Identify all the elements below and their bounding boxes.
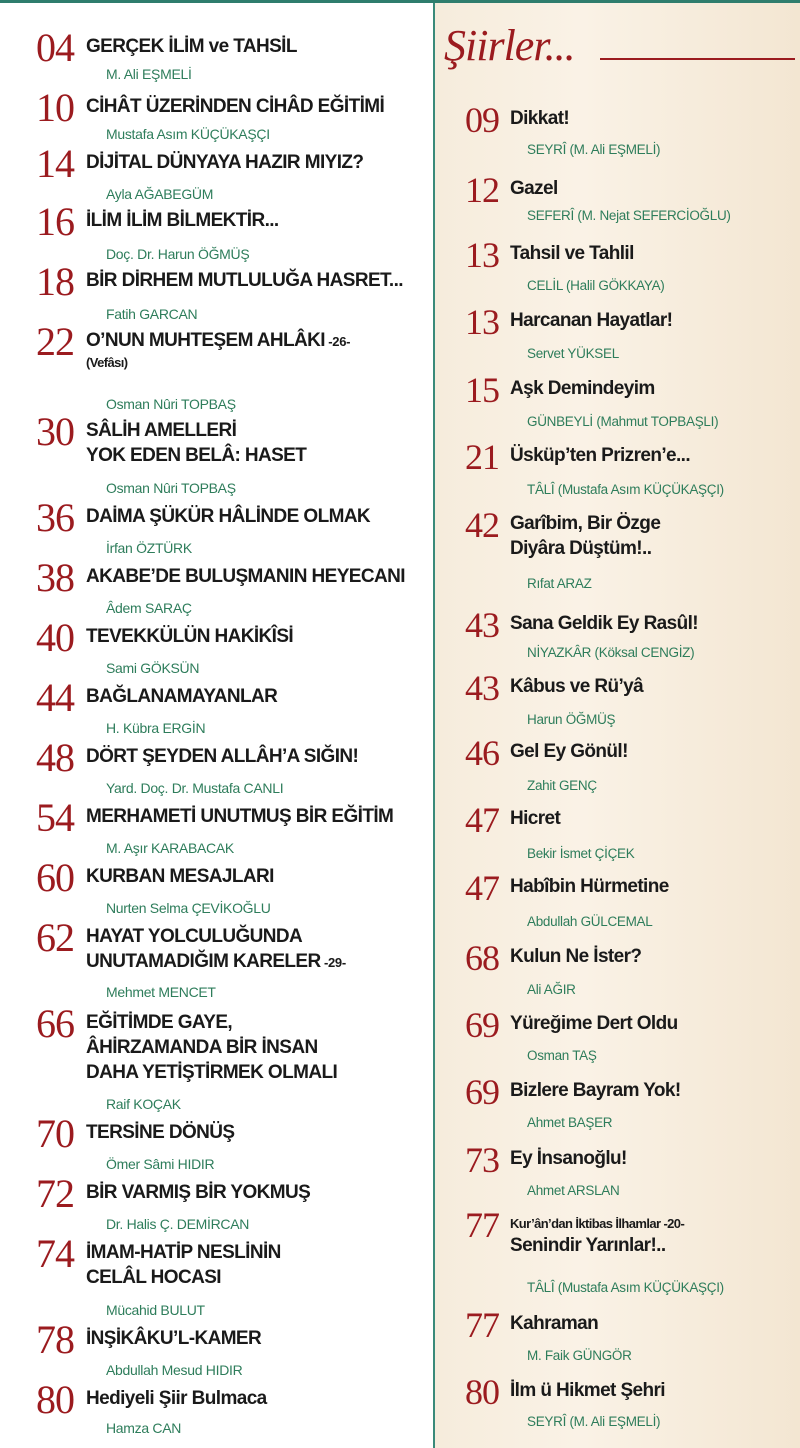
- entry-title-line: [86, 1010, 337, 1035]
- entry-author: Âdem SARAÇ: [106, 600, 192, 616]
- entry-title: [510, 376, 655, 401]
- entry-title-line: [510, 1378, 665, 1403]
- entry-title-text: DİJİTAL DÜNYAYA HAZIR MIYIZ?: [86, 152, 364, 173]
- entry-title-text: Kâbus ve Rü’yâ: [510, 676, 644, 697]
- entry-title-line: [86, 418, 306, 443]
- entry-title-text: DAHA YETİŞTİRMEK OLMALI: [86, 1062, 338, 1083]
- entry-title-line: [86, 34, 297, 59]
- entry-title-line: [510, 1311, 598, 1336]
- entry-title-text: HAYAT YOLCULUĞUNDA: [86, 926, 303, 947]
- page-number: 66: [36, 1001, 74, 1046]
- entry-title-text: Gel Ey Gönül!: [510, 741, 628, 762]
- page-number: 69: [465, 1072, 499, 1112]
- entry-title: [510, 241, 634, 266]
- entry-author: Hamza CAN: [106, 1420, 182, 1436]
- entry-title-line: [510, 611, 698, 636]
- entry-title-line: [86, 624, 293, 649]
- page-number: 12: [465, 170, 499, 210]
- entry-title-line: [86, 94, 384, 119]
- entry-author: Nurten Selma ÇEVİKOĞLU: [106, 900, 271, 916]
- entry-author: GÜNBEYLİ (Mahmut TOPBAŞLI): [527, 414, 719, 429]
- page-number: 46: [465, 733, 499, 773]
- entry-title-text: Tahsil ve Tahlil: [510, 243, 634, 264]
- page-number: 40: [36, 615, 74, 660]
- entry-title: [86, 744, 358, 769]
- entry-title-text: Hediyeli Şiir Bulmaca: [86, 1388, 267, 1409]
- entry-author: Mücahid BULUT: [106, 1302, 205, 1318]
- entry-author: CELİL (Halil GÖKKAYA): [527, 278, 665, 293]
- entry-title: [510, 106, 569, 131]
- entry-title-line: [510, 536, 660, 561]
- entry-title: [86, 804, 393, 829]
- entry-author: NİYAZKÂR (Köksal CENGİZ): [527, 645, 695, 660]
- entry-title: [510, 739, 628, 764]
- page-number: 43: [465, 668, 499, 708]
- entry-title: [86, 1120, 234, 1145]
- entry-author: Ahmet ARSLAN: [527, 1183, 620, 1198]
- page-number: 22: [36, 319, 74, 364]
- entry-title-text: ÂHİRZAMANDA BİR İNSAN: [86, 1037, 318, 1058]
- page-number: 68: [465, 938, 499, 978]
- entry-title-line: [86, 443, 306, 468]
- entry-title: [510, 806, 560, 831]
- entry-title-prefix: Kur’ân’dan İktibas İlhamlar -20-: [510, 1216, 685, 1231]
- entry-title: [86, 1240, 281, 1290]
- entry-author: Abdullah Mesud HIDIR: [106, 1362, 243, 1378]
- entry-author: Ahmet BAŞER: [527, 1115, 613, 1130]
- entry-title: [86, 268, 403, 293]
- entry-title-text: O’NUN MUHTEŞEM AHLÂKI: [86, 330, 325, 351]
- entry-title: [510, 308, 672, 333]
- page-number: 48: [36, 735, 74, 780]
- entry-title: [86, 924, 346, 975]
- entry-author: Rıfat ARAZ: [527, 576, 592, 591]
- entry-title-line: [86, 1386, 267, 1411]
- entry-title-line: [86, 804, 393, 829]
- entry-author: TÂLÎ (Mustafa Asım KÜÇÜKAŞÇI): [527, 1280, 724, 1295]
- entry-title: [86, 864, 274, 889]
- entry-title: [510, 1215, 684, 1258]
- entry-title-line: [510, 674, 643, 699]
- entry-author: Raif KOÇAK: [106, 1096, 181, 1112]
- entry-title-line: [510, 1146, 627, 1171]
- page-number: 38: [36, 555, 74, 600]
- entry-title-text: Dikkat!: [510, 108, 570, 129]
- page-number: 18: [36, 259, 74, 304]
- entry-author: SEFERÎ (M. Nejat SEFERCİOĞLU): [527, 208, 731, 223]
- entry-title-line: [86, 924, 346, 949]
- entry-title: [510, 1311, 598, 1336]
- entry-title-text: BİR DİRHEM MUTLULUĞA HASRET...: [86, 270, 403, 291]
- page-number: 70: [36, 1111, 74, 1156]
- entry-author: M. Aşır KARABACAK: [106, 840, 234, 856]
- page-number: 80: [465, 1372, 499, 1412]
- entry-author: Doç. Dr. Harun ÖĞMÜŞ: [106, 246, 250, 262]
- entry-title-text: Harcanan Hayatlar!: [510, 310, 673, 331]
- entry-author: Mehmet MENCET: [106, 984, 216, 1000]
- entry-author: SEYRÎ (M. Ali EŞMELİ): [527, 1414, 661, 1429]
- entry-author: Fatih GARCAN: [106, 306, 198, 322]
- entry-title-text: Habîbin Hürmetine: [510, 876, 669, 897]
- entry-title: [86, 504, 370, 529]
- entry-title-line: [86, 1060, 337, 1085]
- entry-title-text: Sana Geldik Ey Rasûl!: [510, 613, 699, 634]
- entry-title: [510, 176, 558, 201]
- entry-title: [510, 443, 690, 468]
- entry-title-line: [86, 1326, 261, 1351]
- entry-author: Abdullah GÜLCEMAL: [527, 914, 653, 929]
- page-number: 44: [36, 675, 74, 720]
- entry-title-line: [510, 376, 655, 401]
- entry-title: [510, 874, 669, 899]
- page-number: 72: [36, 1171, 74, 1216]
- page-number: 69: [465, 1005, 499, 1045]
- entry-title-text: İMAM-HATİP NESLİNİN: [86, 1242, 281, 1263]
- page-number: 43: [465, 605, 499, 645]
- entry-title-line: [510, 176, 558, 201]
- entry-title-text: TEVEKKÜLÜN HAKİKÎSİ: [86, 626, 294, 647]
- entry-title-line: [510, 443, 690, 468]
- entry-title-text: TERSİNE DÖNÜŞ: [86, 1122, 235, 1143]
- entry-title: [510, 1011, 678, 1036]
- entry-author: Osman Nûri TOPBAŞ: [106, 396, 236, 412]
- entry-title-text: Diyâra Düştüm!..: [510, 538, 652, 559]
- entry-title-text: MERHAMETİ UNUTMUŞ BİR EĞİTİM: [86, 806, 394, 827]
- entry-title-line: [510, 1233, 684, 1258]
- entry-author: SEYRÎ (M. Ali EŞMELİ): [527, 142, 661, 157]
- entry-title-text: Bizlere Bayram Yok!: [510, 1080, 681, 1101]
- poems-heading: Şiirler...: [444, 21, 575, 70]
- entry-author: Bekir İsmet ÇİÇEK: [527, 846, 635, 861]
- page-number: 73: [465, 1140, 499, 1180]
- entry-author: Mustafa Asım KÜÇÜKAŞÇI: [106, 126, 270, 142]
- entry-title-text: EĞİTİMDE GAYE,: [86, 1012, 233, 1033]
- page-number: 78: [36, 1317, 74, 1362]
- entry-author: Harun ÖĞMÜŞ: [527, 712, 616, 727]
- entry-title-line: [86, 744, 358, 769]
- page-number: 16: [36, 199, 74, 244]
- entry-title-line: [86, 504, 370, 529]
- page-number: 15: [465, 370, 499, 410]
- poems-heading-rule: [600, 58, 795, 60]
- entry-title: [86, 94, 384, 119]
- entry-title: [86, 150, 363, 175]
- entry-author: Osman TAŞ: [527, 1048, 597, 1063]
- page-number: 77: [465, 1205, 499, 1245]
- entry-title-text: Kulun Ne İster?: [510, 946, 642, 967]
- page-number: 77: [465, 1305, 499, 1345]
- entry-title-text: Senindir Yarınlar!..: [510, 1235, 666, 1256]
- entry-title: [86, 684, 277, 709]
- entry-title: [86, 418, 306, 468]
- entry-title: [510, 511, 660, 561]
- page-number: 04: [36, 25, 74, 70]
- entry-author: Sami GÖKSÜN: [106, 660, 200, 676]
- page-number: 09: [465, 100, 499, 140]
- page-number: 14: [36, 141, 74, 186]
- entry-title-line: [510, 739, 628, 764]
- entry-title-line: [86, 1265, 281, 1290]
- entry-title-text: BAĞLANAMAYANLAR: [86, 686, 278, 707]
- entry-title-subline: (Vefâsı): [86, 355, 128, 370]
- entry-author: M. Ali EŞMELİ: [106, 66, 192, 82]
- page-number: 80: [36, 1377, 74, 1422]
- entry-title-line: [86, 564, 405, 589]
- entry-title-line: [86, 949, 346, 975]
- entry-title-line: [86, 864, 274, 889]
- entry-title: [510, 1146, 627, 1171]
- entry-title-line: [510, 241, 634, 266]
- entry-title-text: DÖRT ŞEYDEN ALLÂH’A SIĞIN!: [86, 746, 359, 767]
- entry-title: [510, 674, 643, 699]
- entry-title-text: DAİMA ŞÜKÜR HÂLİNDE OLMAK: [86, 506, 371, 527]
- entry-author: M. Faik GÜNGÖR: [527, 1348, 632, 1363]
- page-number: 21: [465, 437, 499, 477]
- entry-title: [510, 944, 641, 969]
- entry-title-text: Hicret: [510, 808, 561, 829]
- entry-title: [510, 611, 698, 636]
- entry-title-text: Kahraman: [510, 1313, 599, 1334]
- entry-title: [86, 1180, 310, 1205]
- entry-title-line: [86, 1035, 337, 1060]
- entry-title-text: BİR VARMIŞ BİR YOKMUŞ: [86, 1182, 311, 1203]
- entry-title-line: [86, 1240, 281, 1265]
- page-number: 54: [36, 795, 74, 840]
- entry-author: Ayla AĞABEGÜM: [106, 186, 214, 202]
- entry-title-line: [510, 944, 641, 969]
- page-number: 30: [36, 409, 74, 454]
- entry-title: [86, 208, 279, 233]
- entry-title-line: [510, 106, 569, 131]
- entry-title-line: [510, 1078, 681, 1103]
- entry-title: [86, 34, 297, 59]
- top-border: [0, 0, 800, 3]
- page-number: 13: [465, 302, 499, 342]
- entry-title: [86, 564, 405, 589]
- entry-title-text: İLİM İLİM BİLMEKTİR...: [86, 210, 279, 231]
- entry-title-line: [510, 308, 672, 333]
- entry-title-line: [86, 1180, 310, 1205]
- entry-title-text: İNŞİKÂKU’L-KAMER: [86, 1328, 262, 1349]
- entry-title: [86, 624, 293, 649]
- entry-title-text: CİHÂT ÜZERİNDEN CİHÂD EĞİTİMİ: [86, 96, 385, 117]
- entry-author: İrfan ÖZTÜRK: [106, 540, 192, 556]
- entry-title-text: KURBAN MESAJLARI: [86, 866, 274, 887]
- entry-title-text: YOK EDEN BELÂ: HASET: [86, 445, 307, 466]
- entry-title: [86, 1326, 261, 1351]
- page-number: 10: [36, 85, 74, 130]
- entry-title: [86, 1386, 267, 1411]
- page-number: 13: [465, 235, 499, 275]
- entry-author: Yard. Doç. Dr. Mustafa CANLI: [106, 780, 284, 796]
- entry-title: [510, 1078, 681, 1103]
- entry-title-text: Gazel: [510, 178, 558, 199]
- entry-author: Ali AĞIR: [527, 982, 576, 997]
- entry-title-line: [86, 1120, 234, 1145]
- entry-title-line: [510, 1011, 678, 1036]
- entry-title: [86, 328, 350, 372]
- entry-author: Ömer Sâmi HIDIR: [106, 1156, 215, 1172]
- entry-author: Servet YÜKSEL: [527, 346, 619, 361]
- entry-title-text: İlm ü Hikmet Şehri: [510, 1380, 665, 1401]
- entry-title-text: Üsküp’ten Prizren’e...: [510, 445, 691, 466]
- page-number: 36: [36, 495, 74, 540]
- page-number: 42: [465, 505, 499, 545]
- entry-title-line: [86, 328, 350, 354]
- page-number: 74: [36, 1231, 74, 1276]
- entry-title-text: SÂLİH AMELLERİ: [86, 420, 237, 441]
- page-number: 60: [36, 855, 74, 900]
- entry-title-line: [86, 208, 279, 233]
- entry-title-line: [510, 806, 560, 831]
- entry-title-text: Ey İnsanoğlu!: [510, 1148, 627, 1169]
- entry-title: [510, 1378, 665, 1403]
- entry-title-text: Yüreğime Dert Oldu: [510, 1013, 678, 1034]
- entry-title-text: AKABE’DE BULUŞMANIN HEYECANI: [86, 566, 405, 587]
- entry-author: TÂLÎ (Mustafa Asım KÜÇÜKAŞÇI): [527, 482, 724, 497]
- entry-title-text: GERÇEK İLİM ve TAHSİL: [86, 36, 297, 57]
- entry-author: Zahit GENÇ: [527, 778, 597, 793]
- entry-title-suffix: -26-: [324, 334, 351, 349]
- page-number: 47: [465, 800, 499, 840]
- entry-author: Dr. Halis Ç. DEMİRCAN: [106, 1216, 250, 1232]
- entry-title-line: [510, 511, 660, 536]
- entry-title-text: Aşk Demindeyim: [510, 378, 655, 399]
- entry-title-line: [86, 268, 403, 293]
- entry-title-text: CELÂL HOCASI: [86, 1267, 221, 1288]
- entry-title: [86, 1010, 337, 1085]
- entry-title-text: UNUTAMADIĞIM KARELER: [86, 951, 321, 972]
- entry-title-suffix: -29-: [320, 955, 346, 970]
- entry-title-text: Garîbim, Bir Özge: [510, 513, 661, 534]
- entry-title-line: [86, 150, 363, 175]
- page-number: 62: [36, 915, 74, 960]
- entry-title-line: [86, 684, 277, 709]
- entry-author: Osman Nûri TOPBAŞ: [106, 480, 236, 496]
- entry-author: H. Kübra ERGİN: [106, 720, 206, 736]
- entry-title-line: [510, 874, 669, 899]
- page-number: 47: [465, 868, 499, 908]
